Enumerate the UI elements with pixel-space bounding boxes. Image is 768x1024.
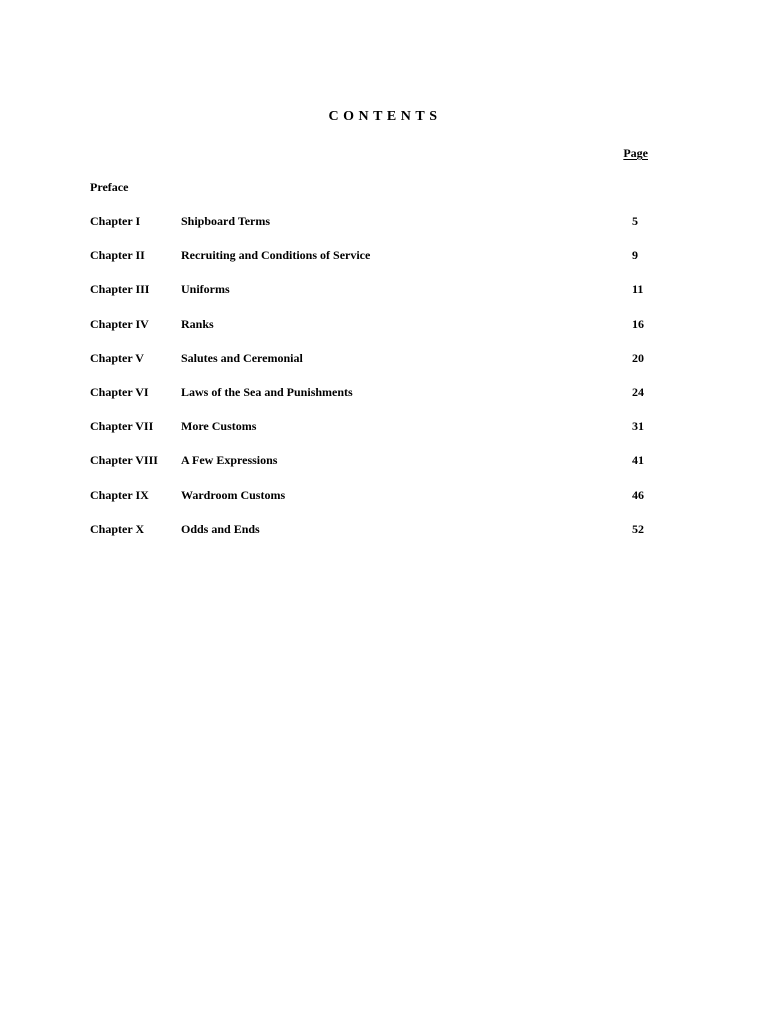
chapter-title: Salutes and Ceremonial <box>181 350 303 365</box>
chapter-number: Chapter VII <box>90 419 154 434</box>
chapter-title: More Customs <box>181 419 257 434</box>
toc-entry <box>0 212 768 246</box>
toc-entry <box>0 349 768 383</box>
page-number: 11 <box>632 282 644 297</box>
page-title: CONTENTS <box>328 109 442 124</box>
page-number: 41 <box>632 453 644 468</box>
chapter-title: Recruiting and Conditions of Service <box>181 248 371 263</box>
chapter-title: Wardroom Customs <box>181 487 286 502</box>
page-number: 24 <box>632 384 644 399</box>
chapter-number: Chapter VIII <box>90 453 158 468</box>
chapter-number: Chapter II <box>90 248 145 263</box>
page-number: 46 <box>632 487 644 502</box>
toc-entry <box>0 315 768 349</box>
chapter-number: Chapter V <box>90 350 144 365</box>
chapter-title: Uniforms <box>181 282 230 297</box>
preface-entry: Preface <box>90 180 129 194</box>
chapter-title: Odds and Ends <box>181 521 260 536</box>
toc-entry <box>0 451 768 485</box>
page-number: 16 <box>632 316 644 331</box>
chapter-number: Chapter VI <box>90 384 149 399</box>
page-number: 9 <box>632 248 638 263</box>
toc-entry <box>0 246 768 280</box>
chapter-title: Laws of the Sea and Punishments <box>181 384 353 399</box>
chapter-number: Chapter IX <box>90 487 149 502</box>
chapter-number: Chapter I <box>90 214 141 228</box>
contents-list <box>0 212 768 554</box>
toc-entry <box>0 383 768 417</box>
toc-entry <box>0 280 768 314</box>
chapter-number: Chapter III <box>90 282 150 297</box>
chapter-number: Chapter IV <box>90 316 149 331</box>
toc-entry <box>0 486 768 520</box>
toc-entry <box>0 520 768 554</box>
page-number: 5 <box>632 214 638 228</box>
page-column-header: Page <box>623 146 648 160</box>
chapter-title: Shipboard Terms <box>181 214 271 228</box>
toc-entry <box>0 417 768 451</box>
chapter-title: A Few Expressions <box>181 453 278 468</box>
page-number: 52 <box>632 521 644 536</box>
chapter-number: Chapter X <box>90 521 145 536</box>
chapter-title: Ranks <box>181 316 214 331</box>
page-number: 31 <box>632 419 644 434</box>
page-number: 20 <box>632 350 644 365</box>
